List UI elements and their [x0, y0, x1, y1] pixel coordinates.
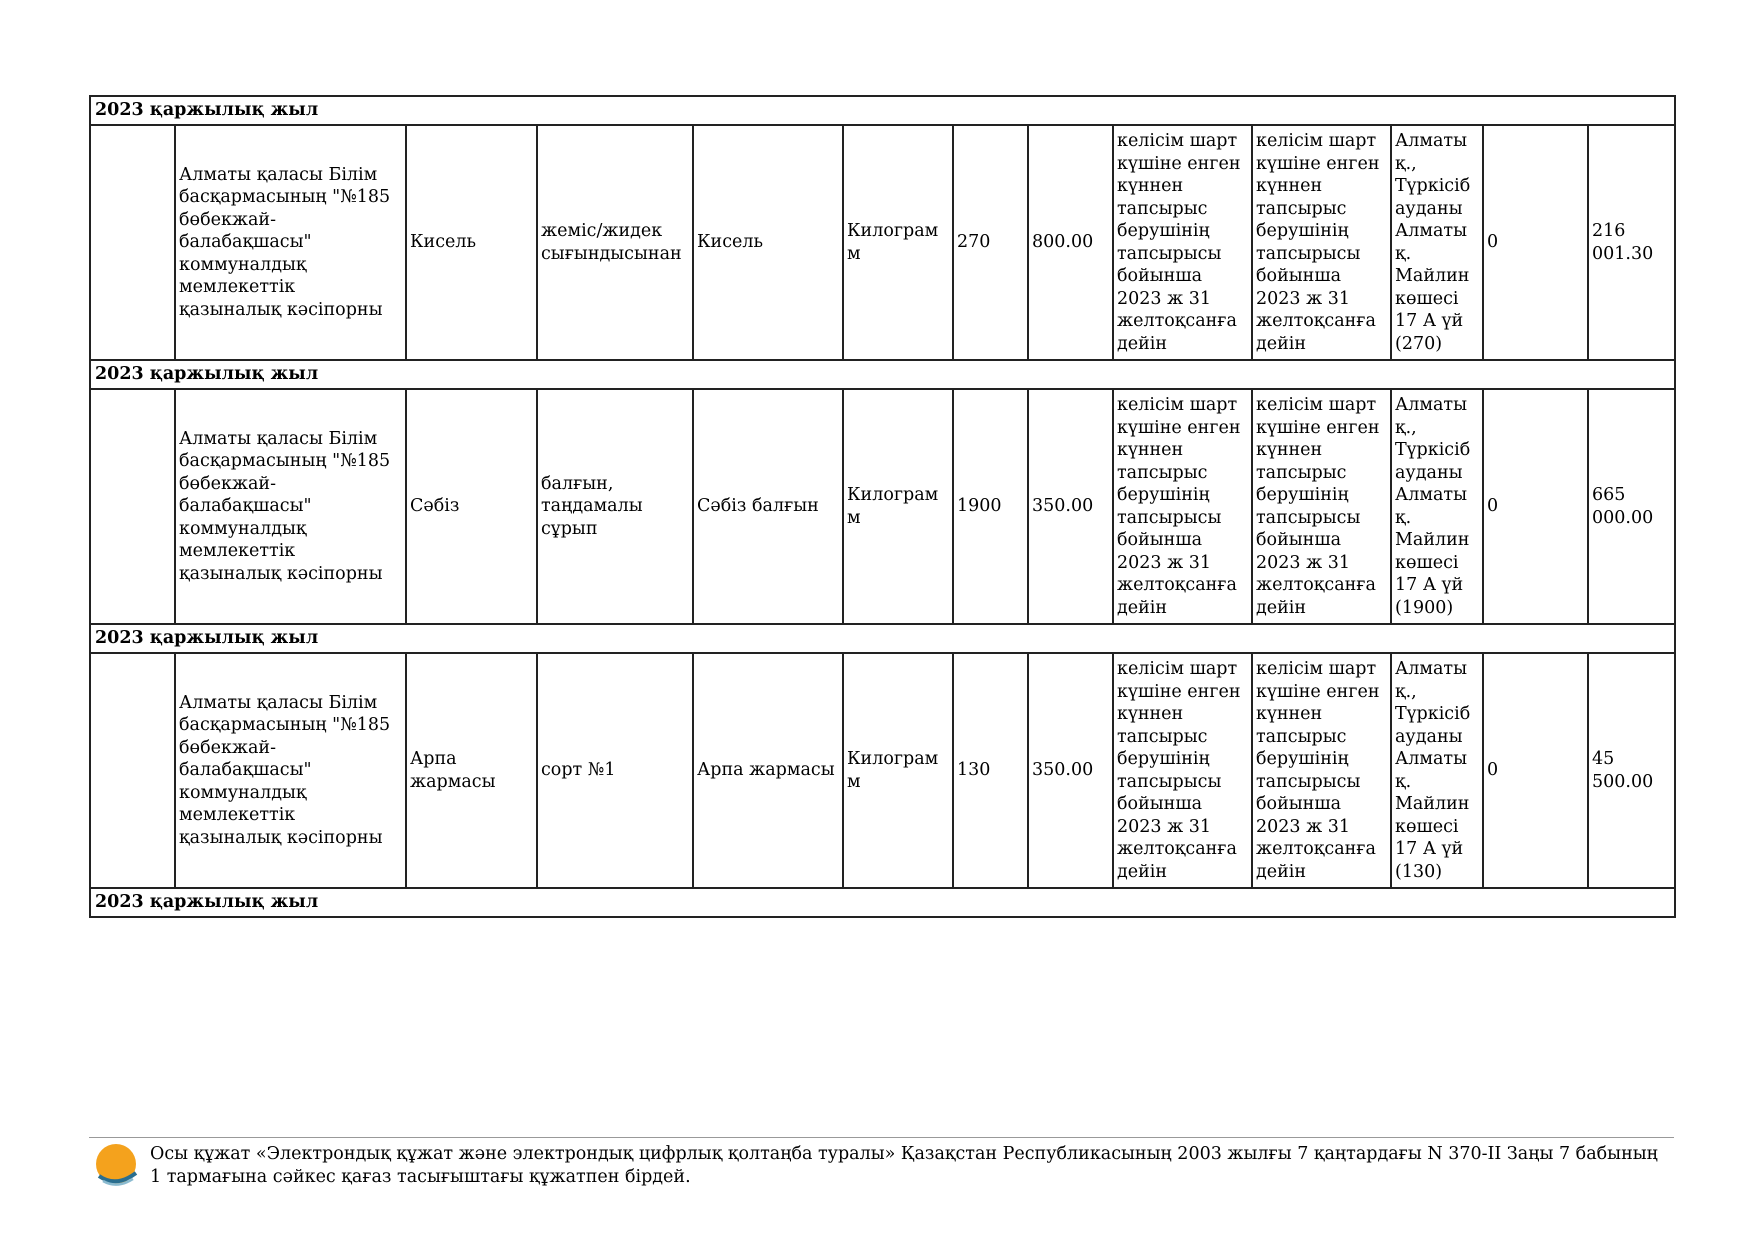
year-header-row	[90, 360, 1675, 389]
item-name-cell: Сәбіз	[406, 389, 537, 624]
egov-sun-logo-icon	[93, 1143, 139, 1189]
characteristic-cell: жеміс/жидек сығындысынан	[537, 125, 693, 360]
item-name-cell: Кисель	[406, 125, 537, 360]
year-header-row	[90, 888, 1675, 917]
advance-cell: 0	[1483, 653, 1588, 888]
customer-cell: Алматы қаласы Білім басқармасының "№185 бөбекжай-балабақшасы" коммуналдық мемлекеттік қазыналық кәсіпорны	[175, 389, 406, 624]
procurement-plan-table	[89, 95, 1676, 918]
unit-cell: Килограмм	[843, 125, 953, 360]
row-number-cell	[90, 125, 175, 360]
item-name-cell: Арпа жармасы	[406, 653, 537, 888]
year-label: 2023 қаржылық жыл	[90, 360, 1675, 389]
delivery-term-end-cell: келісім шарт күшіне енген күннен тапсырыс берушінің тапсырысы бойынша 2023 ж 31 желтоқсанға дейін	[1252, 389, 1391, 624]
year-header-row	[90, 96, 1675, 125]
delivery-place-cell: Алматы қ., Түркісіб ауданы Алматы қ. Майлин көшесі 17 А үй (130)	[1391, 653, 1483, 888]
quantity-cell: 130	[953, 653, 1028, 888]
table-row	[90, 653, 1675, 888]
delivery-term-cell: келісім шарт күшіне енген күннен тапсырыс берушінің тапсырысы бойынша 2023 ж 31 желтоқсанға дейін	[1113, 389, 1252, 624]
unit-cell: Килограмм	[843, 653, 953, 888]
footer-legal-notice: Осы құжат «Электрондық құжат және электрондық цифрлық қолтаңба туралы» Қазақстан Республикасының 2003 жылғы 7 қаңтардағы N 370-II Заңы 7 бабының 1 тармағына сәйкес қағаз тасығыштағы құжатпен бірдей.	[150, 1144, 1658, 1187]
delivery-term-cell: келісім шарт күшіне енген күннен тапсырыс берушінің тапсырысы бойынша 2023 ж 31 желтоқсанға дейін	[1113, 125, 1252, 360]
row-number-cell	[90, 389, 175, 624]
year-label: 2023 қаржылық жыл	[90, 888, 1675, 917]
total-cell: 45 500.00	[1588, 653, 1675, 888]
delivery-place-cell: Алматы қ., Түркісіб ауданы Алматы қ. Майлин көшесі 17 А үй (270)	[1391, 125, 1483, 360]
extra-characteristic-cell: Сәбіз балғын	[693, 389, 843, 624]
year-label: 2023 қаржылық жыл	[90, 624, 1675, 653]
advance-cell: 0	[1483, 389, 1588, 624]
advance-cell: 0	[1483, 125, 1588, 360]
row-number-cell	[90, 653, 175, 888]
characteristic-cell: сорт №1	[537, 653, 693, 888]
total-cell: 665 000.00	[1588, 389, 1675, 624]
table-row	[90, 389, 1675, 624]
delivery-term-cell: келісім шарт күшіне енген күннен тапсырыс берушінің тапсырысы бойынша 2023 ж 31 желтоқсанға дейін	[1113, 653, 1252, 888]
quantity-cell: 270	[953, 125, 1028, 360]
characteristic-cell: балғын, таңдамалы сұрып	[537, 389, 693, 624]
price-cell: 800.00	[1028, 125, 1113, 360]
table-row	[90, 125, 1675, 360]
year-header-row	[90, 624, 1675, 653]
extra-characteristic-cell: Кисель	[693, 125, 843, 360]
delivery-place-cell: Алматы қ., Түркісіб ауданы Алматы қ. Майлин көшесі 17 А үй (1900)	[1391, 389, 1483, 624]
total-cell: 216 001.30	[1588, 125, 1675, 360]
customer-cell: Алматы қаласы Білім басқармасының "№185 бөбекжай-балабақшасы" коммуналдық мемлекеттік қазыналық кәсіпорны	[175, 125, 406, 360]
customer-cell: Алматы қаласы Білім басқармасының "№185 бөбекжай-балабақшасы" коммуналдық мемлекеттік қазыналық кәсіпорны	[175, 653, 406, 888]
unit-cell: Килограмм	[843, 389, 953, 624]
price-cell: 350.00	[1028, 653, 1113, 888]
delivery-term-end-cell: келісім шарт күшіне енген күннен тапсырыс берушінің тапсырысы бойынша 2023 ж 31 желтоқсанға дейін	[1252, 125, 1391, 360]
price-cell: 350.00	[1028, 389, 1113, 624]
year-label: 2023 қаржылық жыл	[90, 96, 1675, 125]
footer-divider	[89, 1137, 1674, 1138]
delivery-term-end-cell: келісім шарт күшіне енген күннен тапсырыс берушінің тапсырысы бойынша 2023 ж 31 желтоқсанға дейін	[1252, 653, 1391, 888]
extra-characteristic-cell: Арпа жармасы	[693, 653, 843, 888]
quantity-cell: 1900	[953, 389, 1028, 624]
